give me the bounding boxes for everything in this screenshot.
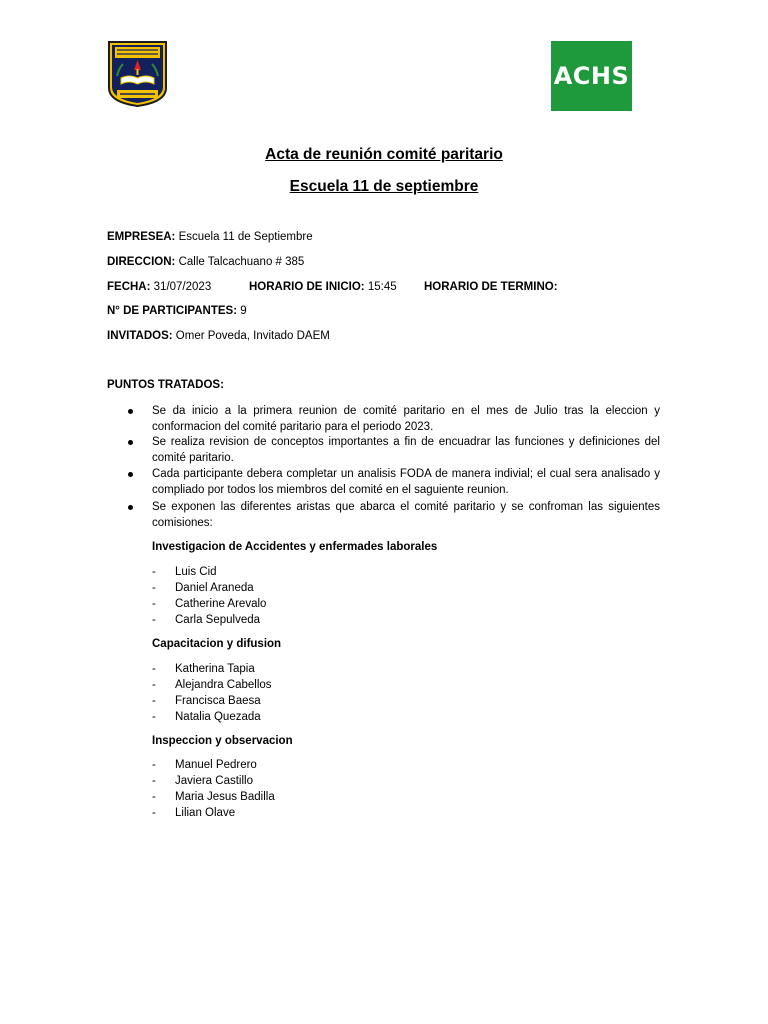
achs-logo-text: ACHS bbox=[553, 62, 630, 90]
member-name: Daniel Araneda bbox=[175, 582, 254, 594]
member-name: Javiera Castillo bbox=[175, 775, 253, 787]
field-invitados bbox=[107, 330, 330, 342]
participantes-value: 9 bbox=[240, 305, 247, 317]
inicio-label: HORARIO DE INICIO: bbox=[249, 281, 365, 293]
member-name: Lilian Olave bbox=[175, 807, 236, 819]
bullet-text: Cada participante debera completar un analisis FODA de manera indivial; el cual sera analisado y compliado por todos los miembros del comité en el saguiente reunion. bbox=[152, 468, 660, 496]
member-name: Luis Cid bbox=[175, 566, 217, 578]
fecha-value: 31/07/2023 bbox=[153, 281, 212, 293]
commission-title: Investigacion de Accidentes y enfermades laborales bbox=[152, 541, 438, 553]
bullet-dot-icon bbox=[128, 472, 133, 477]
field-horario-termino bbox=[424, 281, 558, 293]
bullet-dot-icon bbox=[128, 505, 133, 510]
member-name: Catherine Arevalo bbox=[175, 598, 267, 610]
field-direccion bbox=[107, 256, 304, 268]
dash-marker: - bbox=[152, 775, 156, 787]
bullet-dot-icon bbox=[128, 409, 133, 414]
inicio-value: 15:45 bbox=[367, 281, 397, 293]
field-empresa bbox=[107, 231, 313, 243]
dash-marker: - bbox=[152, 759, 156, 771]
dash-marker: - bbox=[152, 807, 156, 819]
empresa-value: Escuela 11 de Septiembre bbox=[178, 231, 313, 243]
member-name: Katherina Tapia bbox=[175, 663, 255, 675]
field-participantes bbox=[107, 305, 247, 317]
direccion-value: Calle Talcachuano # 385 bbox=[178, 256, 305, 268]
achs-logo bbox=[551, 41, 632, 111]
member-name: Maria Jesus Badilla bbox=[175, 791, 275, 803]
invitados-label: INVITADOS: bbox=[107, 330, 173, 342]
commission-title: Inspeccion y observacion bbox=[152, 735, 293, 747]
member-name: Manuel Pedrero bbox=[175, 759, 257, 771]
empresa-label: EMPRESEA: bbox=[107, 231, 176, 243]
dash-marker: - bbox=[152, 614, 156, 626]
puntos-label: PUNTOS TRATADOS: bbox=[107, 379, 224, 391]
dash-marker: - bbox=[152, 695, 156, 707]
school-crest-icon bbox=[107, 40, 168, 107]
field-fecha bbox=[107, 281, 211, 293]
member-name: Francisca Baesa bbox=[175, 695, 261, 707]
bullet-text: Se realiza revision de conceptos importantes a fin de encuadrar las funciones y definiciones del comité paritario. bbox=[152, 436, 660, 464]
document-title: Acta de reunión comité paritario bbox=[265, 146, 503, 163]
direccion-label: DIRECCION: bbox=[107, 256, 176, 268]
bullet-text: Se exponen las diferentes aristas que abarca el comité paritario y se confroman las siguientes comisiones: bbox=[152, 501, 660, 529]
member-name: Natalia Quezada bbox=[175, 711, 261, 723]
participantes-label: N° DE PARTICIPANTES: bbox=[107, 305, 238, 317]
fecha-label: FECHA: bbox=[107, 281, 151, 293]
invitados-value: Omer Poveda, Invitado DAEM bbox=[175, 330, 330, 342]
dash-marker: - bbox=[152, 663, 156, 675]
puntos-tratados-heading bbox=[107, 379, 224, 391]
field-horario-inicio bbox=[249, 281, 397, 293]
dash-marker: - bbox=[152, 791, 156, 803]
termino-label: HORARIO DE TERMINO: bbox=[424, 281, 558, 293]
dash-marker: - bbox=[152, 566, 156, 578]
commission-title: Capacitacion y difusion bbox=[152, 638, 282, 650]
bullet-dot-icon bbox=[128, 440, 133, 445]
member-name: Carla Sepulveda bbox=[175, 614, 261, 626]
dash-marker: - bbox=[152, 679, 156, 691]
document-subtitle: Escuela 11 de septiembre bbox=[289, 178, 479, 195]
dash-marker: - bbox=[152, 582, 156, 594]
dash-marker: - bbox=[152, 598, 156, 610]
member-name: Alejandra Cabellos bbox=[175, 679, 272, 691]
dash-marker: - bbox=[152, 711, 156, 723]
bullet-text: Se da inicio a la primera reunion de comité paritario en el mes de Julio tras la eleccion y conformacion del comité paritario para el periodo 2023. bbox=[152, 405, 660, 433]
